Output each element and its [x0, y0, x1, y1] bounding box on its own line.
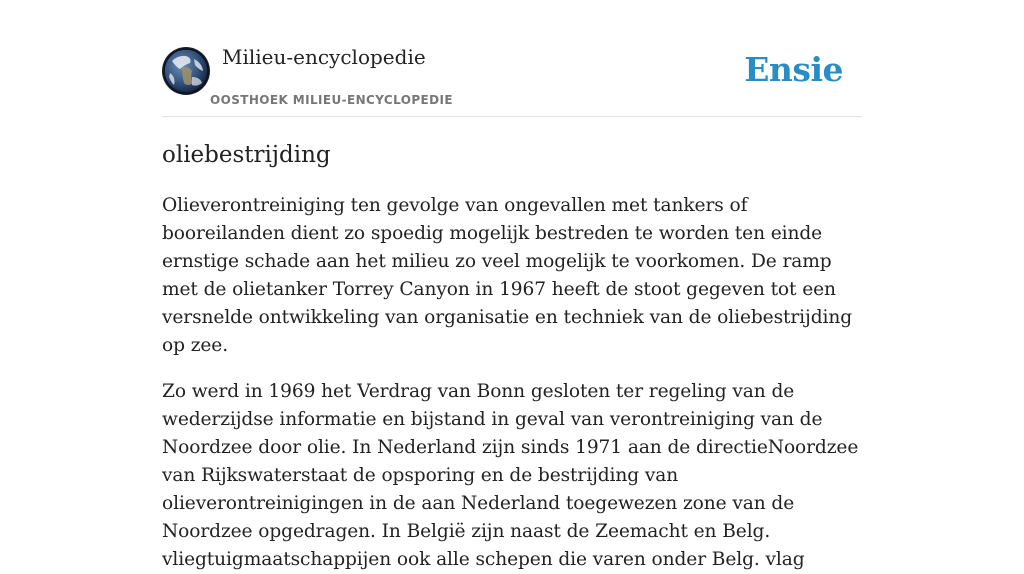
article-paragraph: Zo werd in 1969 het Verdrag van Bonn gesloten ter regeling van de wederzijdse informatie en bijstand in geval van verontreiniging van de Noordzee door olie. In Nederland zijn sinds 1971 aan de directieNoordzee van Rijkswaterstaat de opsporing en de bestrijding van olieverontreinigingen in de aan Nederland toegewezen zone van de Noordzee opgedragen. In België zijn naast de Zeemacht en Belg. vliegtuigmaatschappijen ook alle schepen die varen onder Belg. vlag: [162, 381, 859, 570]
site-subtitle: OOSTHOEK MILIEU-ENCYCLOPEDIE: [210, 93, 453, 107]
article-title: oliebestrijding: [162, 142, 331, 168]
site-header: [162, 40, 862, 117]
ensie-logo-link[interactable]: Ensie: [744, 50, 843, 89]
article: [162, 138, 867, 574]
site-title-link[interactable]: Milieu-encyclopedie: [222, 45, 426, 69]
earth-globe-icon[interactable]: [162, 47, 210, 95]
article-paragraph: Olieverontreiniging ten gevolge van ongevallen met tankers of booreilanden dient zo spoedig mogelijk bestreden te worden ten einde ernstige schade aan het milieu zo veel mogelijk te voorkomen. De ramp met de olietanker Torrey Canyon in 1967 heeft de stoot gegeven tot een versnelde ontwikkeling van organisatie en techniek van de oliebestrijding op zee.: [162, 195, 853, 356]
